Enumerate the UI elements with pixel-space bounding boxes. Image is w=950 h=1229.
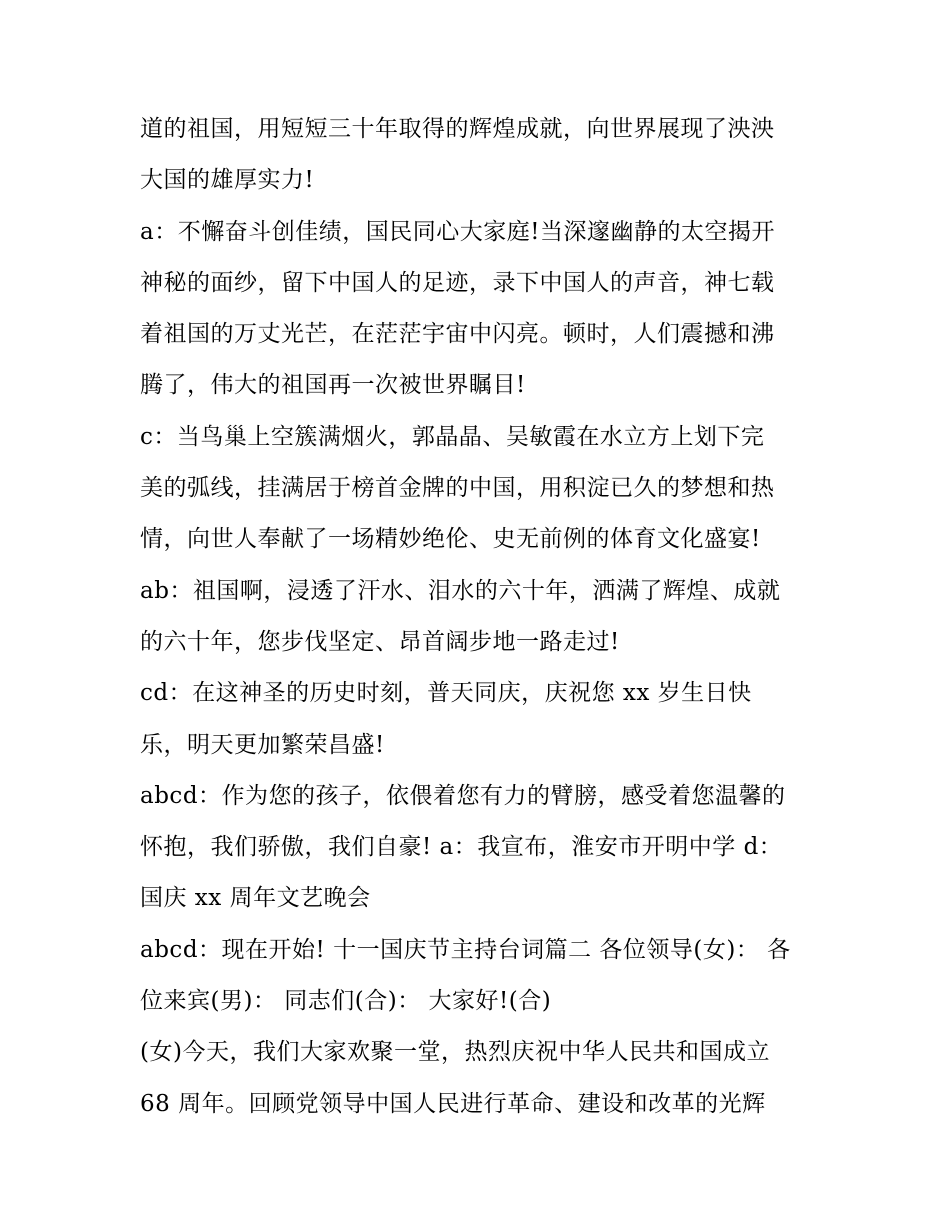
text-line: 腾了，伟大的祖国再一次被世界瞩目! <box>140 372 526 399</box>
text-line: 怀抱，我们骄傲，我们自豪! a：我宣布，淮安市开明中学 d： <box>140 834 783 861</box>
text-line: ab：祖国啊，浸透了汗水、泪水的六十年，洒满了辉煌、成就 <box>140 577 781 604</box>
text-line: 国庆 xx 周年文艺晚会 <box>140 885 371 912</box>
text-line: c：当鸟巢上空簇满烟火，郭晶晶、吴敏霞在水立方上划下完 <box>140 423 765 450</box>
text-line: 美的弧线，挂满居于榜首金牌的中国，用积淀已久的梦想和热 <box>140 475 775 502</box>
text-line: (女)今天，我们大家欢聚一堂，热烈庆祝中华人民共和国成立 <box>140 1039 770 1066</box>
text-line: a：不懈奋斗创佳绩，国民同心大家庭!当深邃幽静的太空揭开 <box>140 218 775 245</box>
text-line: 情，向世人奉献了一场精妙绝伦、史无前例的体育文化盛宴! <box>140 526 761 553</box>
text-line: cd：在这神圣的历史时刻，普天同庆，庆祝您 xx 岁生日快 <box>140 680 752 707</box>
body-text <box>140 104 820 1130</box>
text-line: 位来宾(男)： 同志们(合)： 大家好!(合) <box>140 988 552 1015</box>
text-line: abcd：作为您的孩子，依偎着您有力的臂膀，感受着您温馨的 <box>140 782 786 809</box>
text-line: 的六十年，您步伐坚定、昂首阔步地一路走过! <box>140 628 620 655</box>
text-line: 乐，明天更加繁荣昌盛! <box>140 731 385 758</box>
text-line: 大国的雄厚实力! <box>140 167 315 194</box>
text-line: 道的祖国，用短短三十年取得的辉煌成就，向世界展现了泱泱 <box>140 116 775 142</box>
text-line: abcd：现在开始! 十一国庆节主持台词篇二 各位领导(女)： 各 <box>140 936 791 963</box>
text-line: 神秘的面纱，留下中国人的足迹，录下中国人的声音，神七载 <box>140 269 775 296</box>
text-line: 68 周年。回顾党领导中国人民进行革命、建设和改革的光辉 <box>140 1090 766 1117</box>
text-line: 着祖国的万丈光芒，在茫茫宇宙中闪亮。顿时，人们震撼和沸 <box>140 321 775 348</box>
